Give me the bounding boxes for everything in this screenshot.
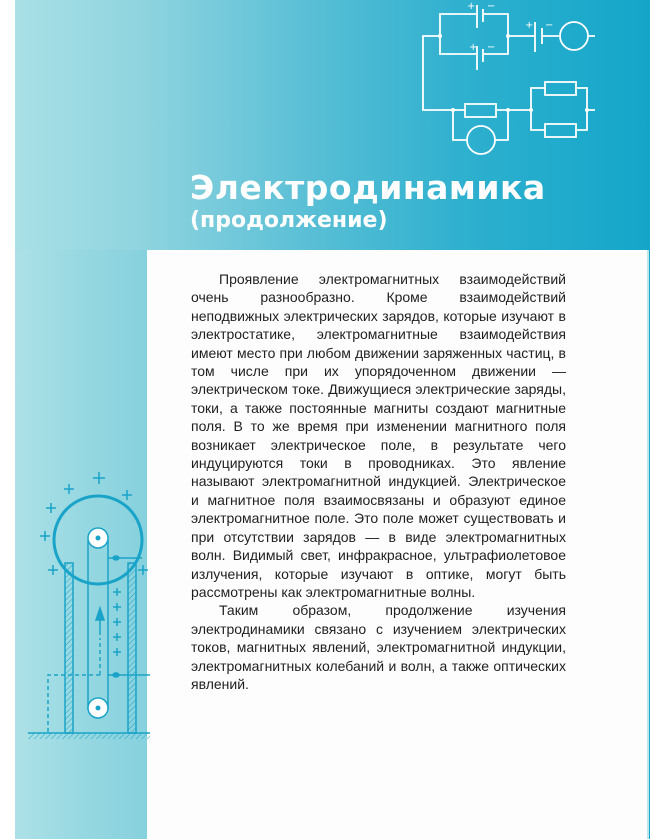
svg-text:+: + xyxy=(469,42,478,53)
svg-text:−: − xyxy=(545,20,554,31)
svg-text:+: + xyxy=(467,1,476,12)
svg-text:−: − xyxy=(487,42,496,53)
body-text xyxy=(191,270,566,693)
van-de-graaff-generator-icon xyxy=(20,470,150,760)
page-title: Электродинамика xyxy=(190,168,546,207)
svg-text:−: − xyxy=(487,1,496,12)
paragraph: Проявление электромагнитных взаимодействий очень разнообразно. Кроме взаимодействий неподвижных электрических зарядов, которые изучают в электростатике, электромагнитные взаимодействия имеют место при любом движении заряженных частиц, в том числе при их упорядоченном движении — электрическом токе. Движущиеся электрические заряды, токи, а также постоянные магниты создают магнитные поля. В то же время при изменении магнитного поля возникает электрическое поле, в результате чего индуцируются токи в проводниках. Это явление называют электромагнитной индукцией. Электрическое и магнитное поля взаимосвязаны и образуют единое электромагнитное поле. Это поле может существовать и при отсутствии зарядов — в виде электромагнитных волн. Видимый свет, инфракрасное, ультрафиолетовое излучения, которые изучают в оптике, могут быть рассмотрены как электромагнитные волны. xyxy=(191,271,566,600)
page-subtitle: (продолжение) xyxy=(190,208,388,233)
paragraph: Таким образом, продолжение изучения электродинамики связано с изучением электрических токов, магнитных явлений, электромагнитной индукции, электромагнитных колебаний и волн, а также оптических явлений. xyxy=(191,602,566,692)
svg-text:+: + xyxy=(525,20,534,31)
circuit-diagram-icon xyxy=(415,0,595,160)
